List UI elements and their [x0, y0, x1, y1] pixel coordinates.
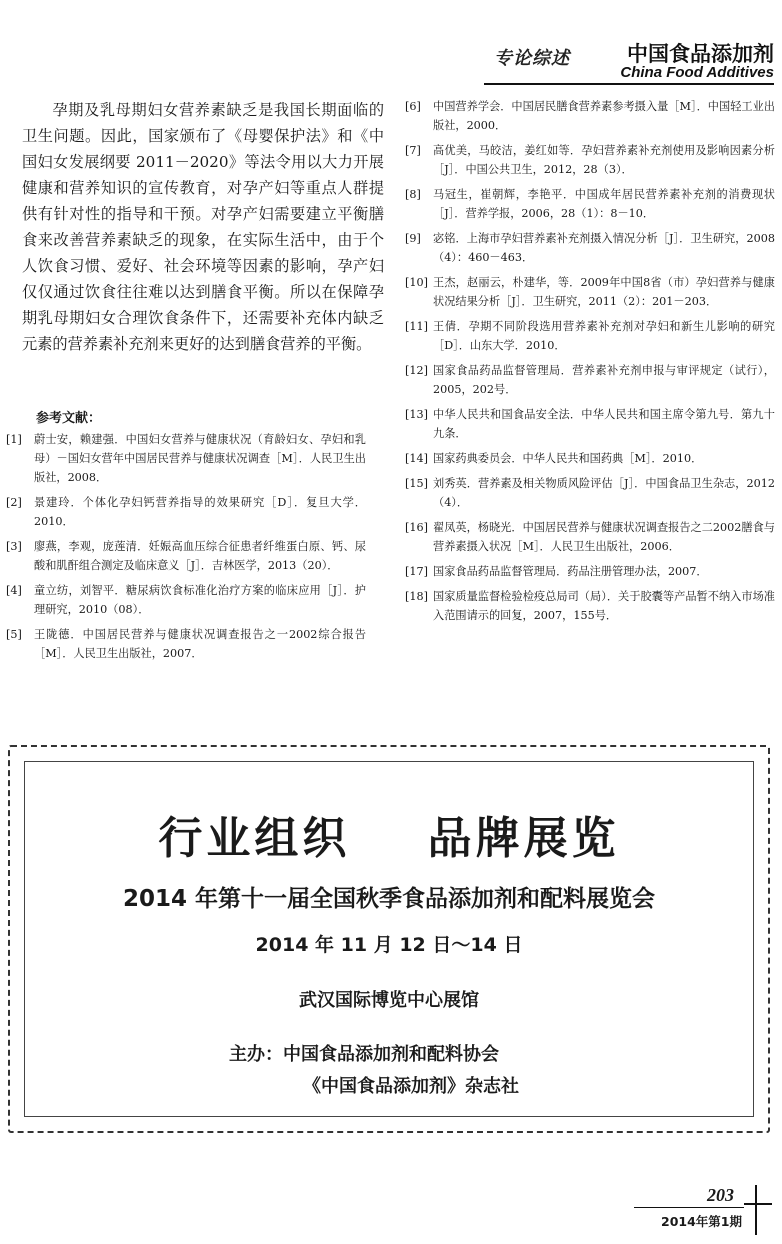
reference-text: 翟凤英，杨晓光．中国居民营养与健康状况调查报告之二2002膳食与营养素摄入状况［M］．人民卫生出版社，2006． — [433, 521, 775, 553]
reference-item — [405, 587, 775, 625]
reference-number: [3] — [6, 540, 22, 553]
reference-number: [18] — [405, 590, 428, 603]
reference-text: 中国营养学会．中国居民膳食营养素参考摄入量［M］．中国轻工业出版社，2000． — [433, 100, 775, 132]
reference-text: 国家药典委员会．中华人民共和国药典［M］．2010． — [433, 452, 703, 465]
reference-number: [13] — [405, 408, 428, 421]
references-list-left — [6, 430, 366, 669]
reference-text: 宓铭．上海市孕妇营养素补充剂摄入情况分析［J］．卫生研究，2008（4）：460－463． — [433, 232, 775, 264]
reference-number: [14] — [405, 452, 428, 465]
reference-text: 景建玲．个体化孕妇钙营养指导的效果研究［D］．复旦大学．2010． — [34, 496, 366, 528]
reference-number: [6] — [405, 100, 421, 113]
reference-item — [405, 185, 775, 223]
reference-item — [6, 430, 366, 487]
footer-rule — [634, 1207, 744, 1208]
reference-text: 高优美，马皎洁，姜红如等．孕妇营养素补充剂使用及影响因素分析［J］．中国公共卫生，2012，28（3）． — [433, 144, 775, 176]
reference-number: [8] — [405, 188, 421, 201]
ad-title: 行业组织 品牌展览 — [158, 813, 620, 864]
reference-number: [4] — [6, 584, 22, 597]
reference-text: 国家食品药品监督管理局．药品注册管理办法，2007． — [433, 565, 708, 578]
reference-number: [10] — [405, 276, 428, 289]
reference-text: 国家食品药品监督管理局．营养素补充剂申报与审评规定（试行），2005，202号． — [433, 364, 775, 396]
reference-number: [17] — [405, 565, 428, 578]
ad-venue: 武汉国际博览中心展馆 — [299, 990, 479, 1011]
reference-item — [6, 581, 366, 619]
reference-text: 王陇德．中国居民营养与健康状况调查报告之一2002综合报告［M］．人民卫生出版社，2007． — [34, 628, 366, 660]
journal-name-en: China Food Additives — [620, 64, 774, 81]
reference-item — [405, 518, 775, 556]
page-footer — [622, 1185, 772, 1235]
ad-event-name: 2014 年第十一届全国秋季食品添加剂和配料展览会 — [122, 886, 656, 912]
reference-item — [405, 405, 775, 443]
ad-event-dates: 2014 年 11 月 12 日～14 日 — [255, 934, 523, 956]
reference-item — [405, 449, 775, 468]
reference-item — [405, 474, 775, 512]
reference-number: [2] — [6, 496, 22, 509]
reference-text: 王倩．孕期不同阶段选用营养素补充剂对孕妇和新生儿影响的研究［D］．山东大学．2010． — [433, 320, 775, 352]
reference-item — [405, 97, 775, 135]
reference-number: [11] — [405, 320, 428, 333]
reference-text: 国家质量监督检验检疫总局司（局）．关于胶囊等产品暂不纳入市场准入范围请示的回复，2007，155号． — [433, 590, 775, 622]
reference-text: 中华人民共和国食品安全法．中华人民共和国主席令第九号．第九十九条． — [433, 408, 775, 440]
ad-host-line1: 主办：中国食品添加剂和配料协会 — [229, 1044, 499, 1065]
reference-text: 蔚士安，赖建强．中国妇女营养与健康状况（育龄妇女、孕妇和乳母）－国妇女营年中国居民营养与健康状况调查［M］．人民卫生出版社，2008． — [34, 433, 366, 484]
footer-cross-horizontal — [744, 1203, 772, 1205]
references-list-right — [405, 97, 775, 631]
reference-number: [5] — [6, 628, 22, 641]
footer-cross-vertical — [755, 1185, 757, 1235]
reference-item — [6, 537, 366, 575]
reference-text: 马冠生，崔朝辉，李艳平．中国成年居民营养素补充剂的消费现状［J］．营养学报，2006，28（1）：8－10． — [433, 188, 775, 220]
ad-inner-frame — [24, 761, 754, 1117]
reference-number: [9] — [405, 232, 421, 245]
exhibition-advertisement — [8, 745, 770, 1133]
reference-item — [6, 625, 366, 663]
reference-item — [405, 141, 775, 179]
reference-number: [7] — [405, 144, 421, 157]
reference-text: 童立纺，刘智平．糖尿病饮食标准化治疗方案的临床应用［J］．护理研究，2010（08）． — [34, 584, 366, 616]
journal-name-cn: 中国食品添加剂 — [627, 42, 774, 66]
section-label: 专论综述 — [494, 48, 570, 69]
reference-item — [6, 493, 366, 531]
reference-item — [405, 317, 775, 355]
header-rule — [484, 83, 774, 85]
references-title: 参考文献： — [36, 411, 102, 426]
reference-item — [405, 229, 775, 267]
reference-number: [15] — [405, 477, 428, 490]
reference-text: 刘秀英．营养素及相关物质风险评估［J］．中国食品卫生杂志，2012（4）． — [433, 477, 775, 509]
journal-header — [494, 38, 774, 90]
ad-host-line2: 《中国食品添加剂》杂志社 — [303, 1076, 519, 1097]
reference-item — [405, 562, 775, 581]
page-number: 203 — [707, 1185, 734, 1205]
reference-item — [405, 361, 775, 399]
reference-number: [12] — [405, 364, 428, 377]
reference-item — [405, 273, 775, 311]
body-paragraph: 孕期及乳母期妇女营养素缺乏是我国长期面临的卫生问题。因此，国家颁布了《母婴保护法》和《中国妇女发展纲要 2011－2020》等法令用以大力开展健康和营养知识的宣传教育，对孕产妇等重点人群提供有针对性的指导和干预。对孕产妇需要建立平衡膳食来改善营养素缺乏的现象，在实际生活中，由于个人饮食习惯、爱好、社会环境等因素的影响，孕产妇仅仅通过饮食往往难以达到膳食平衡。所以在保障孕期乳母期妇女合理饮食条件下，还需要补充体内缺乏元素的营养素补充剂来更好的达到膳食营养的平衡。 — [22, 101, 384, 353]
reference-number: [1] — [6, 433, 22, 446]
reference-text: 王杰，赵丽云，朴建华，等．2009年中国8省（市）孕妇营养与健康状况结果分析［J］．卫生研究，2011（2）：201－203． — [433, 276, 775, 308]
reference-number: [16] — [405, 521, 428, 534]
issue-label: 2014年第1期 — [661, 1214, 742, 1229]
reference-text: 廖燕，李观，庞莲清．妊娠高血压综合征患者纤维蛋白原、钙、尿酸和肌酐组合测定及临床意义［J］．吉林医学，2013（20）． — [34, 540, 366, 572]
